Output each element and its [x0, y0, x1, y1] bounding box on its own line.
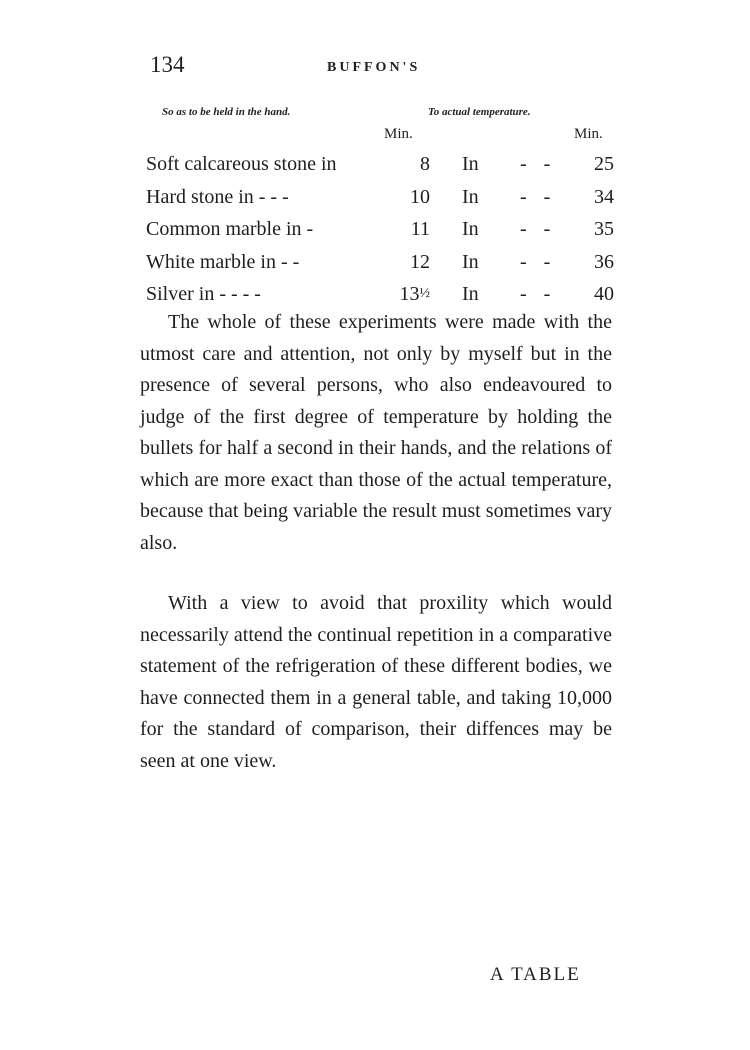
dash-leader: - - [520, 250, 557, 273]
table-row [146, 278, 616, 311]
page-number: 134 [150, 52, 185, 77]
in-label: In [462, 185, 479, 208]
table-left-unit: Min. [384, 126, 413, 142]
material-name: Common marble in - [146, 218, 314, 240]
in-label: In [462, 250, 479, 273]
table-row [146, 213, 616, 246]
held-time [400, 278, 431, 311]
in-label: In [462, 283, 479, 305]
actual-time: 34 [594, 185, 614, 208]
dash-leader: - - [520, 153, 557, 175]
dash-leader: - - [520, 283, 557, 305]
actual-time: 25 [594, 153, 614, 175]
cooling-table [146, 148, 616, 311]
actual-time: 36 [594, 250, 614, 273]
catchword: A TABLE [490, 964, 581, 985]
held-time-whole: 13 [399, 283, 420, 305]
table-row [146, 148, 616, 181]
in-label: In [462, 218, 479, 240]
held-time: 12 [410, 250, 430, 273]
body-paragraph-2: With a view to avoid that proxility which would necessarily attend the continual repetition in a comparative statement of the refrigeration of these different bodies, we have connected them in a general table, and taking 10,000 for the standard of comparison, their diffences may be seen at one view. [140, 592, 612, 772]
dash-leader: - - [520, 218, 557, 240]
table-left-heading: So as to be held in the hand. [162, 106, 291, 118]
held-time: 11 [410, 218, 430, 240]
material-name: Hard stone in - - - [146, 185, 289, 208]
material-name: Silver in - - - - [146, 283, 261, 305]
body-paragraph-1: The whole of these experiments were made with the utmost care and attention, not only by myself but in the presence of several persons, who also endeavoured to judge of the first degree of temperature by holding the bullets for half a second in their hands, and the relations of which are more exact than those of the actual temperature, because that being variable the result must sometimes vary also. [140, 311, 612, 554]
held-time-fraction: ½ [419, 286, 430, 301]
dash-leader: - - [520, 185, 557, 208]
material-name: Soft calcareous stone in [146, 153, 337, 175]
actual-time: 35 [594, 218, 614, 240]
table-right-heading: To actual temperature. [428, 106, 531, 118]
table-right-unit: Min. [574, 126, 603, 142]
held-time: 10 [410, 185, 430, 208]
table-row [146, 246, 616, 279]
table-row [146, 181, 616, 214]
material-name: White marble in - - [146, 250, 300, 273]
running-head: BUFFON'S [327, 60, 421, 75]
held-time: 8 [420, 153, 430, 175]
actual-time: 40 [594, 283, 614, 305]
in-label: In [462, 153, 479, 175]
